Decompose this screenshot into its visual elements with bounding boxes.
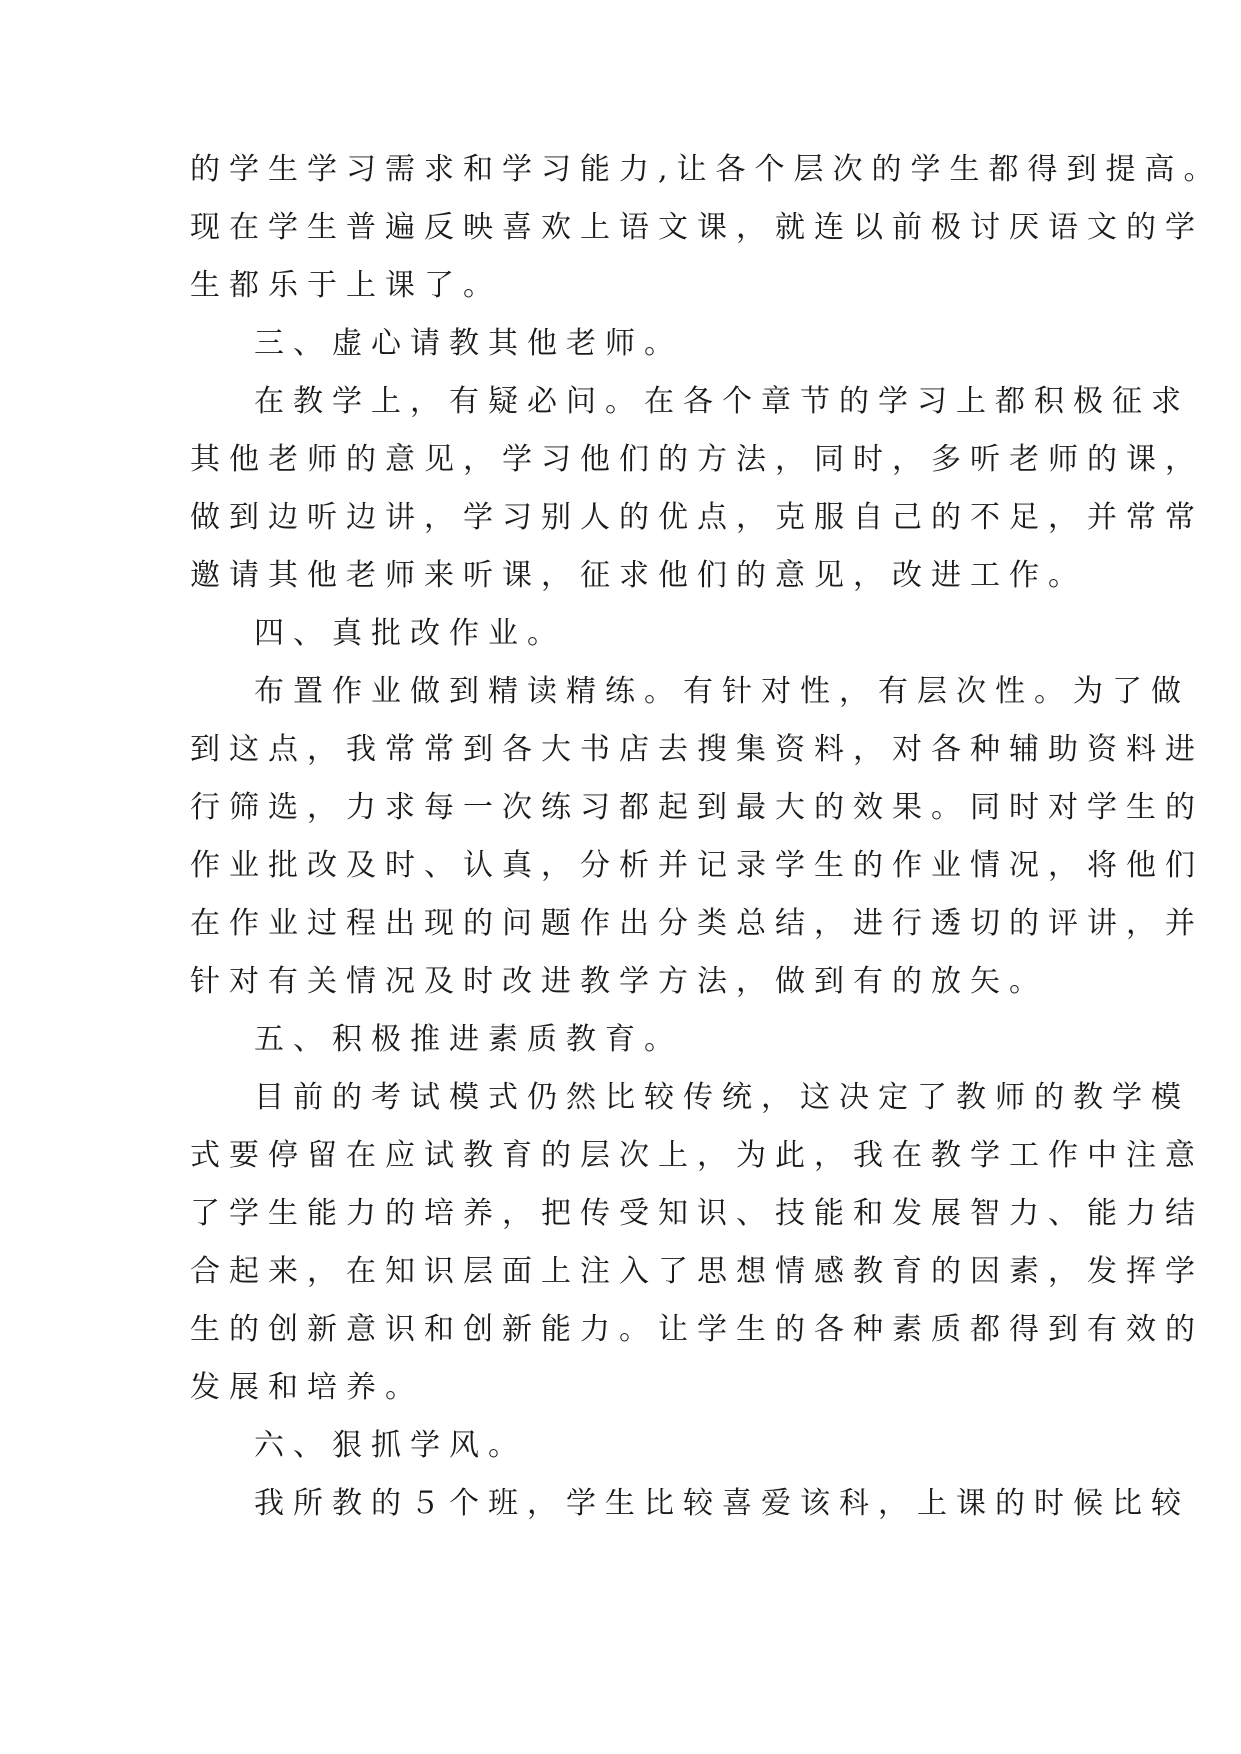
text-line: 做到边听边讲，学习别人的优点，克服自己的不足，并常常 — [190, 500, 1204, 535]
text-line: 生都乐于上课了。 — [190, 268, 502, 303]
text-line: 我所教的５个班，学生比较喜爱该科，上课的时候比较 — [254, 1486, 1190, 1521]
text-line: 生的创新意识和创新能力。让学生的各种素质都得到有效的 — [190, 1312, 1204, 1347]
text-line: 在教学上，有疑必问。在各个章节的学习上都积极征求 — [254, 384, 1190, 419]
text-line: 到这点，我常常到各大书店去搜集资料，对各种辅助资料进 — [190, 732, 1204, 767]
section-heading: 三、虚心请教其他老师。 — [254, 326, 683, 361]
text-line: 在作业过程出现的问题作出分类总结，进行透切的评讲，并 — [190, 906, 1204, 941]
text-line: 合起来，在知识层面上注入了思想情感教育的因素，发挥学 — [190, 1254, 1204, 1289]
text-line: 作业批改及时、认真，分析并记录学生的作业情况，将他们 — [190, 848, 1204, 883]
text-line: 现在学生普遍反映喜欢上语文课，就连以前极讨厌语文的学 — [190, 210, 1204, 245]
text-line: 行筛选，力求每一次练习都起到最大的效果。同时对学生的 — [190, 790, 1204, 825]
text-line: 其他老师的意见，学习他们的方法，同时，多听老师的课， — [190, 442, 1204, 477]
text-line: 了学生能力的培养，把传受知识、技能和发展智力、能力结 — [190, 1196, 1204, 1231]
section-heading: 五、积极推进素质教育。 — [254, 1022, 683, 1057]
text-line: 布置作业做到精读精练。有针对性，有层次性。为了做 — [254, 674, 1190, 709]
section-heading: 六、狠抓学风。 — [254, 1428, 527, 1463]
text-line: 针对有关情况及时改进教学方法，做到有的放矢。 — [190, 964, 1048, 999]
text-line: 发展和培养。 — [190, 1370, 424, 1405]
section-heading: 四、真批改作业。 — [254, 616, 566, 651]
text-line: 邀请其他老师来听课，征求他们的意见，改进工作。 — [190, 558, 1087, 593]
text-line: 目前的考试模式仍然比较传统，这决定了教师的教学模 — [254, 1080, 1190, 1115]
text-line: 式要停留在应试教育的层次上，为此，我在教学工作中注意 — [190, 1138, 1204, 1173]
text-line: 的学生学习需求和学习能力,让各个层次的学生都得到提高。 — [190, 152, 1223, 187]
